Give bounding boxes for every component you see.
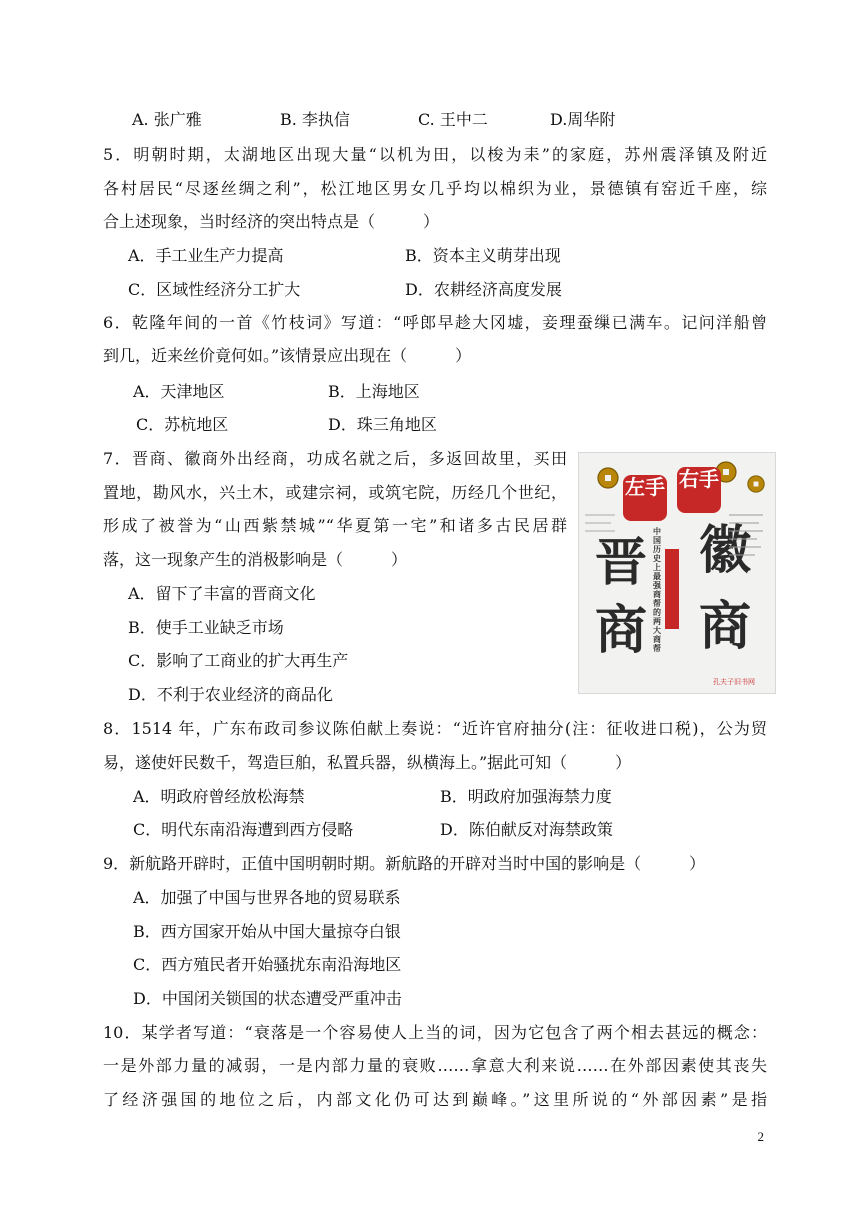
cover-char-hui: 徽	[699, 520, 752, 581]
coin-icon	[597, 467, 619, 489]
q7-line-3: 形成了被誉为“山西紫禁城”“华夏第一宅”和诸多古民居群	[103, 516, 567, 535]
q10-line-1: 10．某学者写道：“衰落是一个容易使人上当的词，因为它包含了两个相去甚远的概念：	[103, 1023, 767, 1042]
q7-line-4: 落，这一现象产生的消极影响是（ ）	[103, 550, 408, 569]
q9-option-a: A．加强了中国与世界各地的贸易联系	[133, 888, 401, 907]
q7-line-2: 置地，勘风水，兴土木，或建宗祠，或筑宅院，历经几个世纪，	[103, 483, 567, 502]
q7-line-1: 7．晋商、徽商外出经商，功成名就之后，多返回故里，买田	[103, 449, 567, 468]
q7-option-a: A．留下了丰富的晋商文化	[128, 584, 316, 603]
q5-line-2: 各村居民“尽逐丝绸之利”，松江地区男女几乎均以棉织为业，景德镇有窑近千座，综	[103, 179, 767, 198]
cover-watermark: 孔夫子旧书网	[713, 678, 755, 686]
q6-option-c: C．苏杭地区	[136, 415, 229, 434]
cover-char-shang-2: 商	[699, 596, 752, 657]
cover-subtitle: 中国历史上最强商帮的两大商帮	[653, 527, 661, 653]
q8-option-a: A．明政府曾经放松海禁	[133, 787, 305, 806]
q5-option-d: D．农耕经济高度发展	[405, 280, 562, 299]
q8-option-b: B．明政府加强海禁力度	[440, 787, 612, 806]
q5-option-c: C．区域性经济分工扩大	[128, 280, 301, 299]
q5-line-3: 合上述现象，当时经济的突出特点是（ ）	[103, 212, 440, 231]
q5-option-b: B．资本主义萌芽出现	[405, 246, 561, 265]
q9-option-d: D．中国闭关锁国的状态遭受严重冲击	[133, 989, 402, 1008]
q4-option-a: A. 张广雅	[132, 110, 202, 129]
q4-option-b: B. 李执信	[280, 110, 350, 129]
q8-option-d: D．陈伯献反对海禁政策	[440, 820, 613, 839]
q8-option-c: C．明代东南沿海遭到西方侵略	[133, 820, 354, 839]
q6-option-b: B．上海地区	[328, 382, 420, 401]
q9-option-c: C．西方殖民者开始骚扰东南沿海地区	[133, 955, 402, 974]
q8-line-1: 8．1514 年，广东布政司参议陈伯献上奏说：“近许官府抽分(注：征收进口税)，公为贸	[103, 719, 767, 738]
coin-icon	[747, 475, 765, 493]
q9-option-b: B．西方国家开始从中国大量掠夺白银	[133, 922, 401, 941]
q4-option-d: D.周华附	[550, 110, 616, 129]
cover-char-jin: 晋	[595, 532, 648, 593]
q4-option-c: C. 王中二	[418, 110, 488, 129]
q6-option-d: D．珠三角地区	[328, 415, 437, 434]
q7-option-c: C．影响了工商业的扩大再生产	[128, 651, 349, 670]
cover-text-lines	[585, 511, 621, 541]
q9-line-1: 9．新航路开辟时，正值中国明朝时期。新航路的开辟对当时中国的影响是（ ）	[103, 854, 706, 873]
q6-line-1: 6．乾隆年间的一首《竹枝词》写道：“呼郎早趁大冈墟，妾理蚕缫已满车。记问洋船曾	[103, 313, 767, 332]
q10-line-3: 了经济强国的地位之后，内部文化仍可达到巅峰。”这里所说的“外部因素”是指	[103, 1090, 767, 1109]
q6-option-a: A．天津地区	[133, 382, 225, 401]
q10-line-2: 一是外部力量的减弱，一是内部力量的衰败……拿意大利来说……在外部因素使其丧失	[103, 1056, 767, 1075]
cover-text-lines	[729, 511, 769, 571]
book-cover-image	[578, 452, 776, 694]
page-number: 2	[757, 1129, 764, 1144]
q7-option-b: B．使手工业缺乏市场	[128, 618, 284, 637]
q6-line-2: 到几，近来丝价竟何如。”该情景应出现在（ ）	[103, 346, 472, 365]
cover-char-shang-1: 商	[595, 600, 648, 661]
q7-option-d: D．不利于农业经济的商品化	[128, 685, 333, 704]
q8-line-2: 易，遂使奸民数千，驾造巨舶，私置兵器，纵横海上。”据此可知（ ）	[103, 753, 632, 772]
right-hand-label: 右手	[679, 467, 719, 491]
q5-option-a: A．手工业生产力提高	[128, 246, 284, 265]
q5-line-1: 5．明朝时期，太湖地区出现大量“以机为田，以梭为耒”的家庭，苏州震泽镇及附近	[103, 145, 767, 164]
left-hand-label: 左手	[625, 475, 665, 499]
